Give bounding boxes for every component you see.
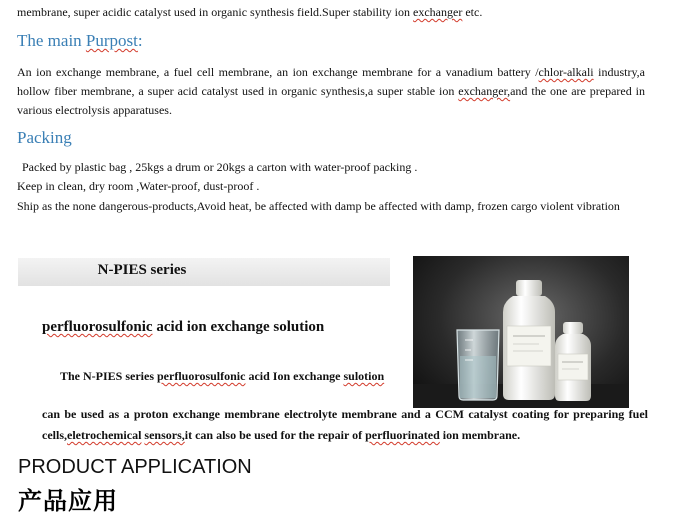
beaker [457,330,499,400]
series-title: N-PIES series [97,262,187,278]
product-photo [413,256,629,408]
packing-line-1: Packed by plastic bag , 25kgs a drum or 20kgs a carton with water-proof packing . [22,160,418,174]
product-application-title: PRODUCT APPLICATION [18,456,252,478]
intro-text-exchanger: exchanger [413,5,463,19]
packing-heading: Packing [17,128,72,147]
small-bottle [555,322,591,401]
series-intro: The N-PIES series perfluorosulfonic acid Ion exchange sulotion [60,369,385,383]
packing-line-2: Keep in clean, dry room ,Water-proof, dust-proof . [17,179,260,193]
intro-text-end: etc. [462,5,483,19]
purpost-word: Purpost [85,31,138,50]
intro-text: membrane, super acidic catalyst used in organic synthesis field.Super stability ion [17,5,414,19]
intro-line [17,3,667,22]
series-body: can be used as a proton exchange membrane electrolyte membrane and a CCM catalyst coating for preparing fuel cells,eletrochemical sensors,it can also be used for the repair of perfluorinated ion membrane. [42,407,648,442]
bottles-illustration [413,256,629,408]
large-bottle [503,280,555,400]
series-subtitle: perfluorosulfonic acid ion exchange solution [42,319,325,335]
product-application-title-cn: 产品应用 [18,488,118,515]
packing-line-3: Ship as the none dangerous-products,Avoid heat, be affected with damp be affected with damp, frozen cargo violent vibration [17,199,620,213]
main-purpose-paragraph: An ion exchange membrane, a fuel cell membrane, an ion exchange membrane for a vanadium battery /chlor-alkali industry,a hollow fiber membrane, a super acid catalyst used in organic synthesis,a super stable ion exchanger,and the one are prepared in various electrolysis apparatuses. [17,65,646,117]
main-purpose-heading: The main Purpost: [17,31,143,50]
